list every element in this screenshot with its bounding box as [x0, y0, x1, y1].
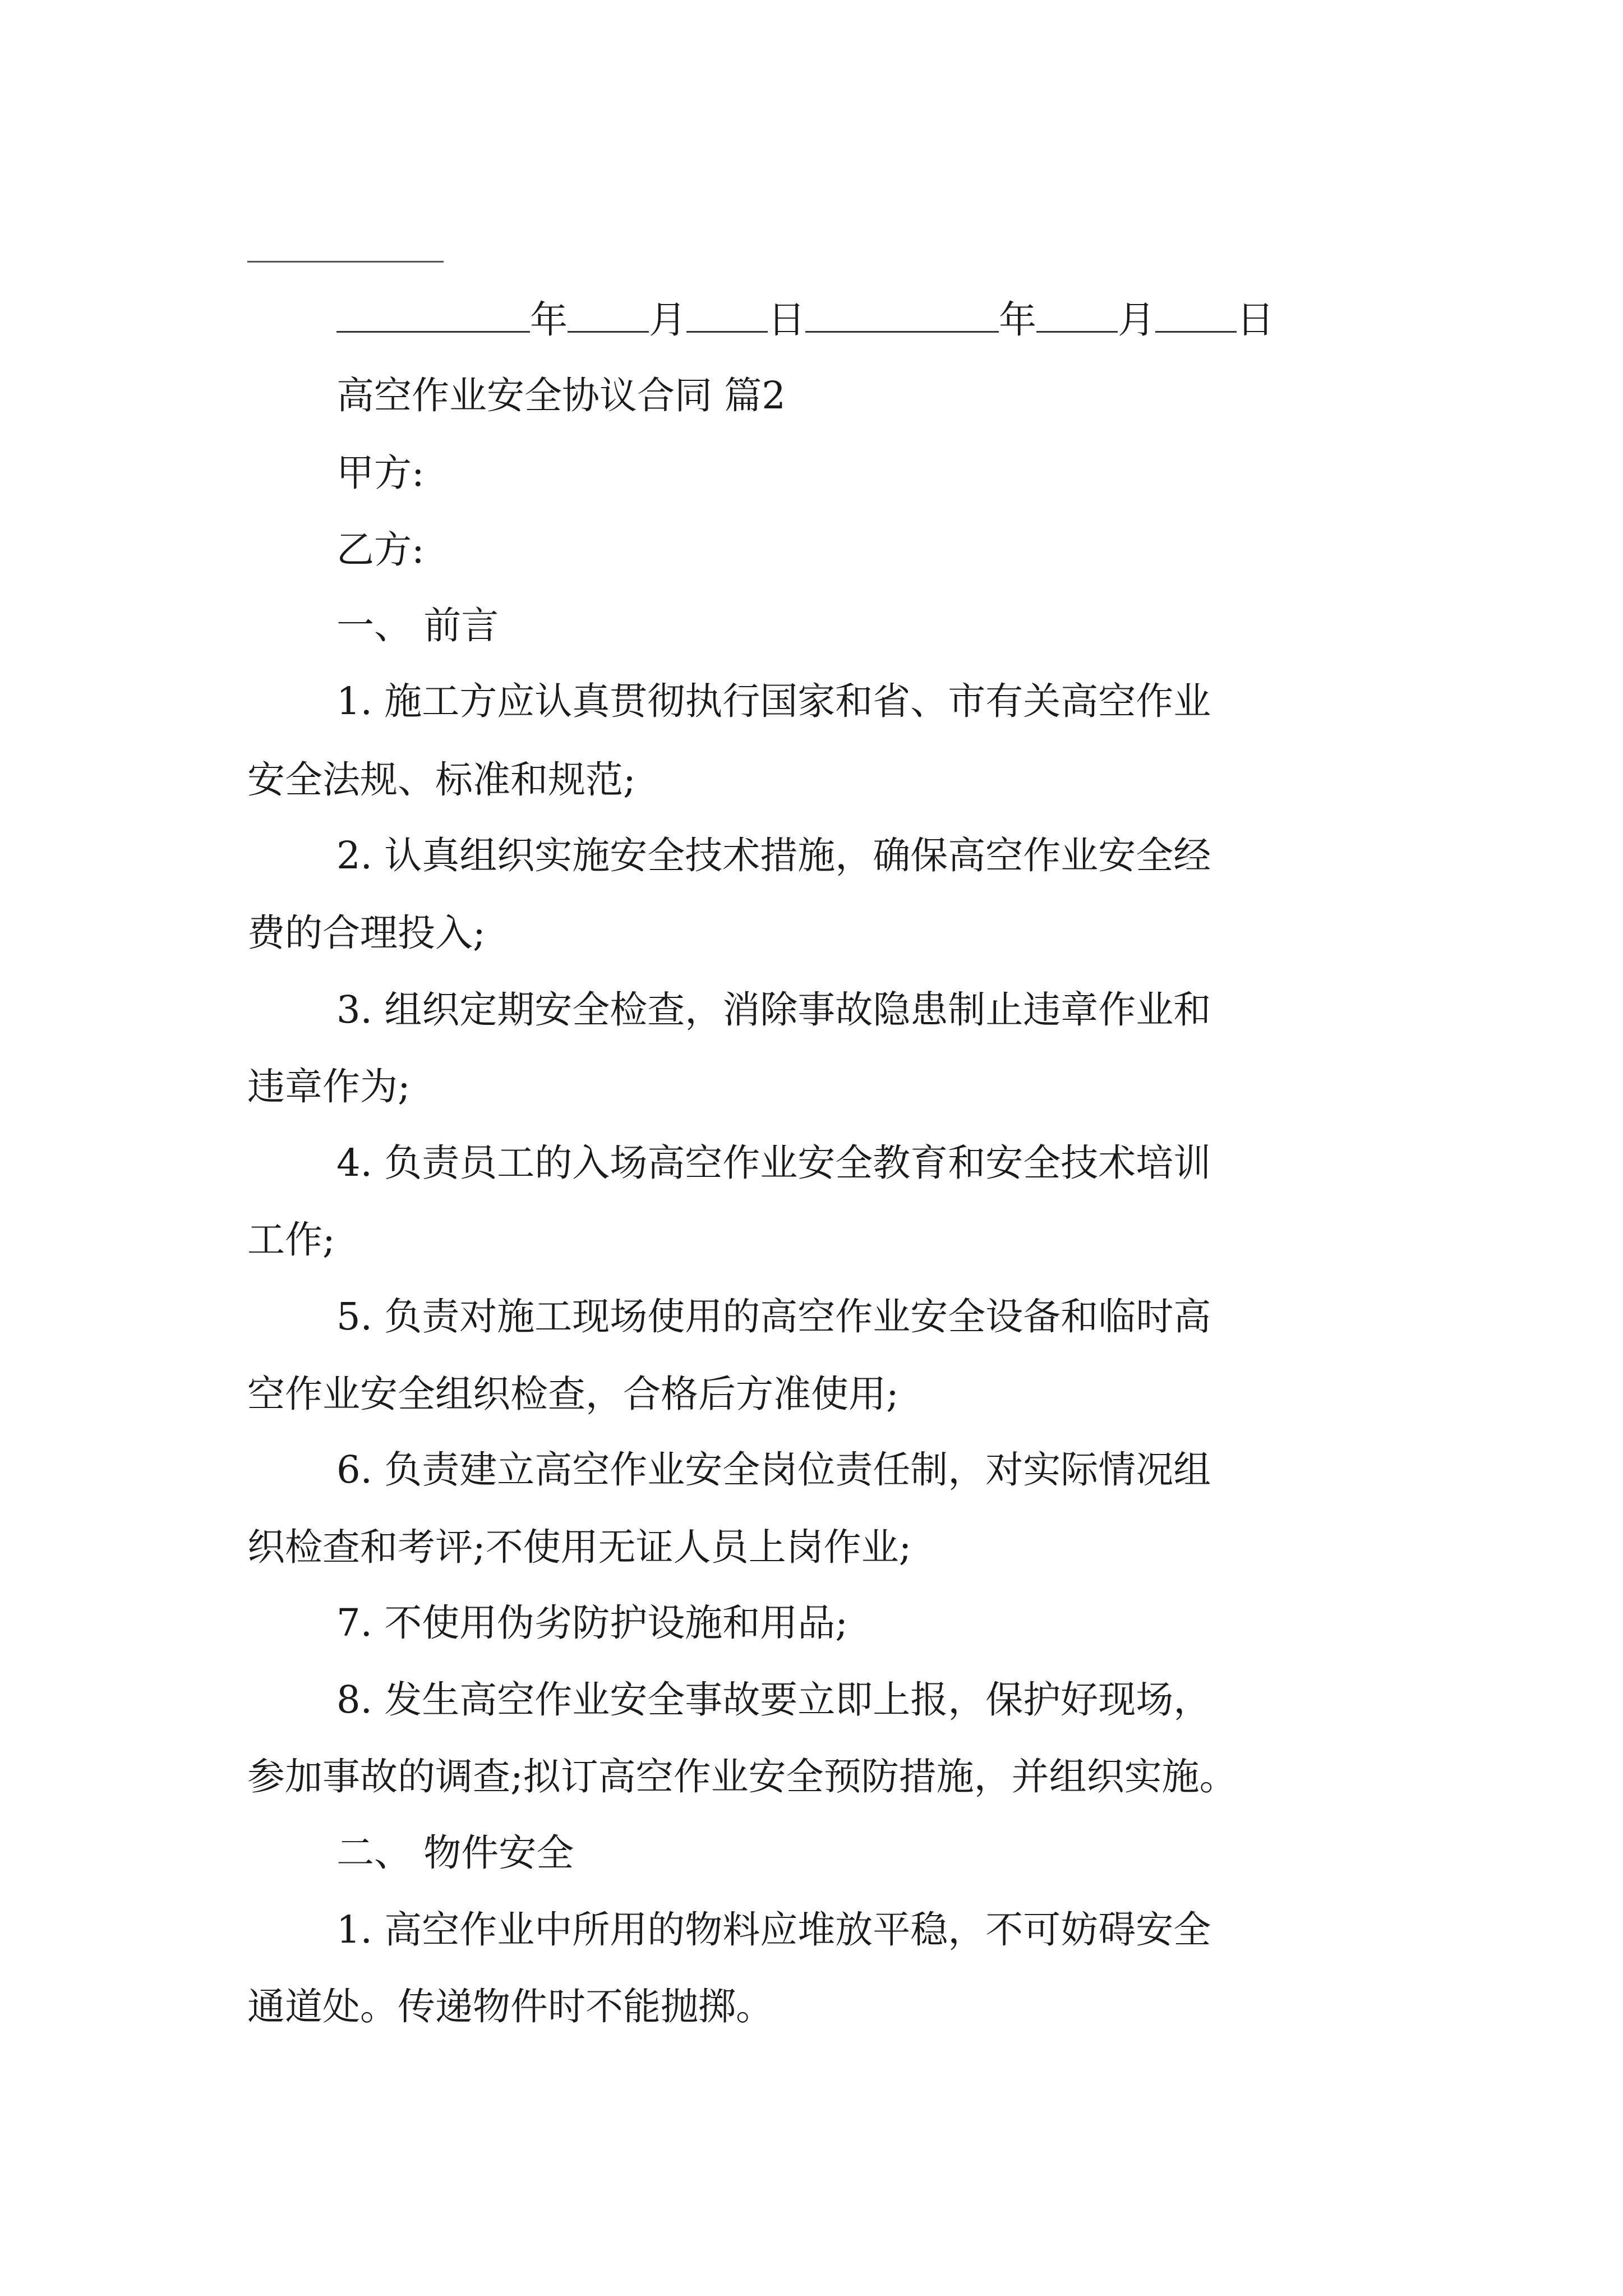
day-label-1: 日 [768, 298, 805, 342]
year-blank-2 [805, 297, 999, 333]
top-rule [247, 261, 444, 263]
list-item-5-line-1: 5. 负责对施工现场使用的高空作业安全设备和临时高 [336, 1295, 1211, 1338]
list-item-3-line-2: 违章作为; [247, 1065, 411, 1108]
party-a-label: 甲方: [336, 451, 425, 495]
list-item-6-line-1: 6. 负责建立高空作业安全岗位责任制，对实际情况组 [336, 1448, 1211, 1492]
list-item-6-line-2: 织检查和考评;不使用无证人员上岗作业; [247, 1525, 912, 1569]
list-item-5-line-2: 空作业安全组织检查，合格后方准使用; [247, 1372, 899, 1416]
list-item-1-line-1: 1. 高空作业中所用的物料应堆放平稳，不可妨碍安全 [336, 1908, 1211, 1952]
section-heading: 二、 物件安全 [336, 1831, 574, 1875]
day-blank-2 [1155, 297, 1237, 333]
month-blank-2 [1036, 297, 1118, 333]
section-heading: 一、 前言 [336, 604, 499, 647]
day-blank-1 [686, 297, 768, 333]
list-item-1-line-2: 安全法规、标准和规范; [247, 758, 636, 802]
list-item-8-line-2: 参加事故的调查;拟订高空作业安全预防措施，并组织实施。 [247, 1755, 1237, 1798]
party-b-label: 乙方: [336, 528, 425, 572]
document-title: 高空作业安全协议合同 篇2 [336, 374, 786, 417]
list-item-1-line-2: 通道处。传递物件时不能抛掷。 [247, 1985, 773, 2028]
list-item-3-line-1: 3. 组织定期安全检查，消除事故隐患制止违章作业和 [336, 988, 1211, 1032]
year-label-1: 年 [530, 298, 568, 342]
day-label-2: 日 [1237, 298, 1274, 342]
list-item-2-line-1: 2. 认真组织实施安全技术措施，确保高空作业安全经 [336, 834, 1211, 877]
month-blank-1 [568, 297, 649, 333]
month-label-1: 月 [649, 298, 686, 342]
list-item-7-line-1: 7. 不使用伪劣防护设施和用品; [336, 1601, 848, 1645]
list-item-4-line-2: 工作; [247, 1218, 335, 1262]
year-label-2: 年 [999, 298, 1036, 342]
list-item-8-line-1: 8. 发生高空作业安全事故要立即上报，保护好现场， [336, 1678, 1211, 1722]
year-blank-1 [336, 297, 530, 333]
list-item-2-line-2: 费的合理投入; [247, 911, 486, 955]
list-item-1-line-1: 1. 施工方应认真贯彻执行国家和省、市有关高空作业 [336, 679, 1211, 723]
list-item-4-line-1: 4. 负责员工的入场高空作业安全教育和安全技术培训 [336, 1141, 1211, 1185]
date-line [336, 297, 1492, 342]
month-label-2: 月 [1118, 298, 1155, 342]
